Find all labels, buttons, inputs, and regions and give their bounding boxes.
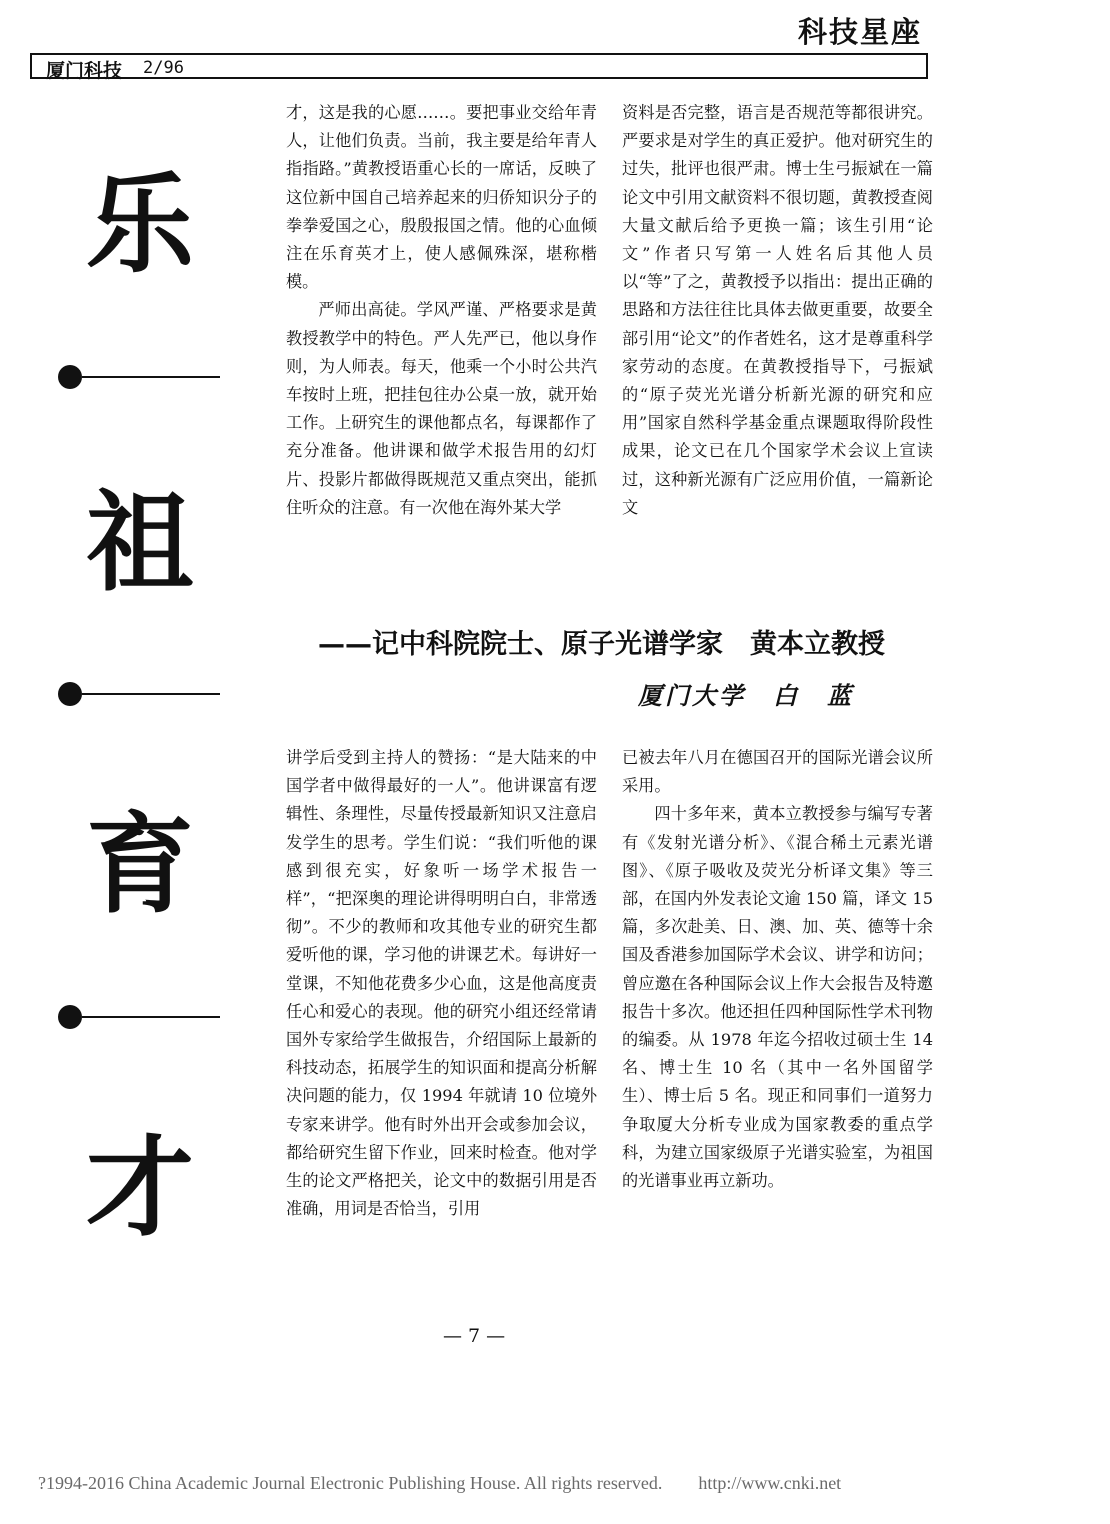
title-char-3: 育 [85,803,194,928]
paragraph: 才，这是我的心愿……。要把事业交给年青人，让他们负责。当前，我主要是给年青人指指路。”黄教授语重心长的一席话，反映了这位新中国自己培养起来的归侨知识分子的拳拳爱国之心，殷殷报国之情。他的心血倾注在乐育英才上，使人感佩殊深，堪称楷模。 [286,103,597,292]
column-bottom-left [286,744,597,1223]
section-title: 科技星座 [798,15,923,49]
paragraph: 已被去年八月在德国召开的国际光谱会议所采用。 [622,748,933,796]
title-bullet-divider [58,365,220,389]
title-char-2: 祖 [85,481,194,606]
paragraph: 资料是否完整，语言是否规范等都很讲究。严要求是对学生的真正爱护。他对研究生的过失，批评也很严肃。博士生弓振斌在一篇论文中引用文献资料不很切题，黄教授查阅大量文献后给予更换一篇；该生引用“论文”作者只写第一人姓名后其他人员以“等”了之，黄教授予以指出：提出正确的思路和方法往往比具体去做更重要，故要全部引用“论文”的作者姓名，这才是尊重科学家劳动的态度。在黄教授指导下，弓振斌的“原子荧光光谱分析新光源的研究和应用”国家自然科学基金重点课题取得阶段性成果，论文已在几个国家学术会议上宣读过，这种新光源有广泛应用价值，一篇新论文 [622,103,933,517]
paragraph: 严师出高徒。学风严谨、严格要求是黄教授教学中的特色。严人先严已，他以身作则，为人师表。每天，他乘一个小时公共汽车按时上班，把挂包往办公桌一放，就开始工作。上研究生的课他都点名，每课都作了充分准备。他讲课和做学术报告用的幻灯片、投影片都做得既规范又重点突出，能抓住听众的注意。有一次他在海外某大学 [286,300,597,517]
paragraph: 讲学后受到主持人的赞扬：“是大陆来的中国学者中做得最好的一人”。他讲课富有逻辑性、条理性，尽量传授最新知识又注意启发学生的思考。学生们说：“我们听他的课感到很充实，好象听一场学术报告一样”，“把深奥的理论讲得明明白白，非常透彻”。不少的教师和攻其他专业的研究生都爱听他的课，学习他的讲课艺术。每讲好一堂课，不知他花费多少心血，这是他高度责任心和爱心的表现。他的研究小组还经常请国外专家给学生做报告，介绍国际上最新的科技动态，拓展学生的知识面和提高分析解决问题的能力，仅 1994 年就请 10 位境外专家来讲学。他有时外出开会或参加会议，都给研究生留下作业，回来时检查。他对学生的论文严格把关，论文中的数据引用是否准确，用词是否恰当，引用 [286,748,597,1219]
column-bottom-right [622,744,933,1195]
column-top-left [286,99,597,522]
author-byline: 厦门大学 白 蓝 [638,681,854,710]
title-char-1: 乐 [85,163,194,288]
title-char-4: 才 [85,1126,194,1251]
paragraph: 四十多年来，黄本立教授参与编写专著有《发射光谱分析》、《混合稀土元素光谱图》、《原子吸收及荧光分析译文集》等三部，在国内外发表论文逾 150 篇，译文 15 篇，多次赴美、日、澳、加、英、德等十余国及香港参加国际学术会议、讲学和访问；曾应邀在各种国际会议上作大会报告及特邀报告十多次。他还担任四种国际性学术刊物的编委。从 1978 年迄今招收过硕士生 14 名、博士生 10 名（其中一名外国留学生）、博士后 5 名。现正和同事们一道努力争取厦大分析专业成为国家教委的重点学科，为建立国家级原子光谱实验室，为祖国的光谱事业再立新功。 [622,804,933,1191]
article-subtitle: ——记中科院院士、原子光谱学家 黄本立教授 [318,629,885,660]
page-number: — 7 — [443,1325,506,1347]
title-bullet-divider [58,1005,220,1029]
issue-number: 2/96 [143,58,184,78]
journal-name: 厦门科技 [46,60,123,82]
column-top-right [622,99,933,522]
title-bullet-divider [58,682,220,706]
copyright-notice: ?1994-2016 China Academic Journal Electronic Publishing House. All rights reserved. http://www.cnki.net [38,1473,842,1493]
